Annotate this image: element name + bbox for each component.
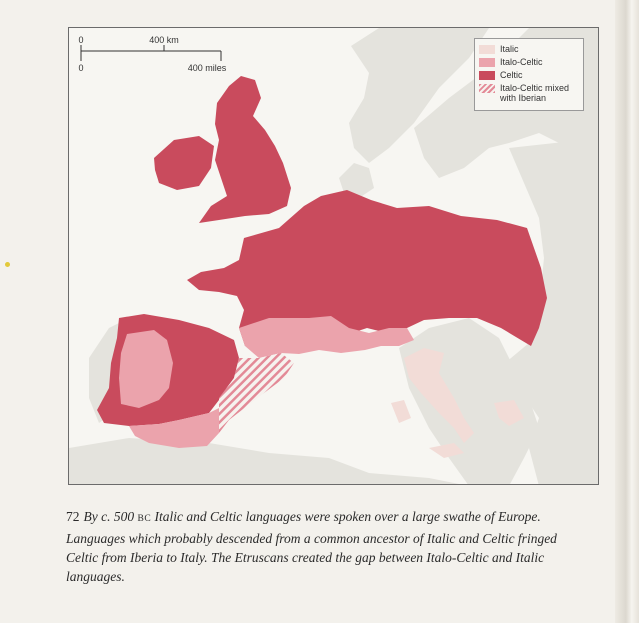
scale-km-zero: 0 (78, 35, 84, 45)
legend-item-italic (479, 44, 579, 54)
legend-label-italic: Italic (500, 44, 519, 54)
caption-number: 72 (66, 509, 80, 524)
legend-item-mixed (479, 83, 579, 103)
page-edge (615, 0, 639, 623)
scale-mi-label: 400 miles (187, 63, 227, 73)
figure-caption (66, 507, 586, 586)
legend-item-italo-celtic (479, 57, 579, 67)
legend-swatch-italo-celtic (479, 58, 495, 67)
caption-text-part1: By c. 500 (83, 509, 138, 524)
legend-label-italo-celtic: Italo-Celtic (500, 57, 543, 67)
legend-swatch-celtic (479, 71, 495, 80)
margin-mark (5, 262, 10, 267)
scale-km-label: 400 km (149, 35, 179, 45)
legend-label-mixed: Italo-Celtic mixed with Iberian (500, 83, 570, 103)
legend-label-celtic: Celtic (500, 70, 523, 80)
legend-swatch-italic (479, 45, 495, 54)
map-legend (474, 38, 584, 111)
legend-item-celtic (479, 70, 579, 80)
caption-era: BC (137, 514, 152, 524)
legend-swatch-mixed (479, 84, 495, 93)
map-frame (68, 27, 599, 485)
caption-text-part2: Italic and Celtic languages were spoken over a large swathe of Europe. Languages which probably descended from a common ancestor of Italic and Celtic fringed Celtic from Iberia to Italy. The Etruscans created the gap between Italo-Celtic and Italic languages. (66, 509, 557, 584)
scale-mi-zero: 0 (78, 63, 84, 73)
